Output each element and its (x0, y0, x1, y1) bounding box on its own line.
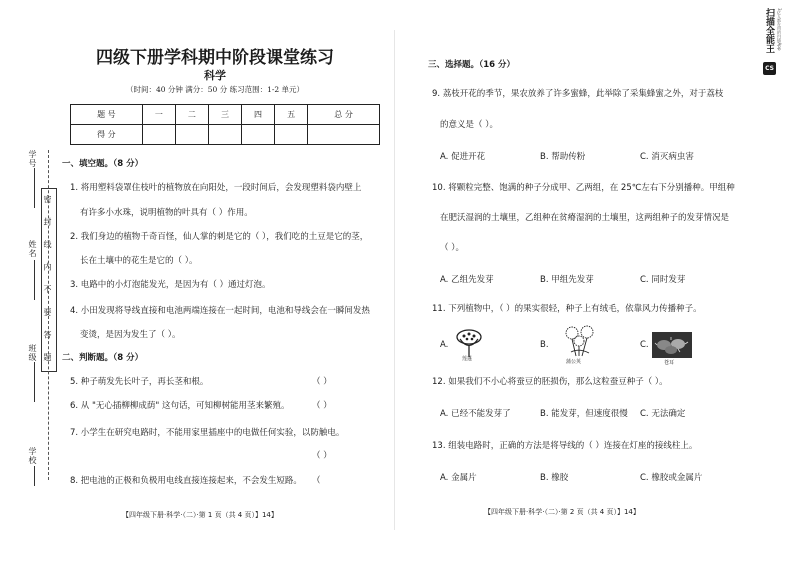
question-12: 12. 如果我们不小心将蚕豆的胚损伤，那么这粒蚕豆种子（ ）。 (432, 377, 668, 387)
cocklebur-caption: 苍耳 (664, 360, 675, 366)
question-4-line-2: 变烫，是因为发生了（ ）。 (80, 330, 181, 340)
question-10-option-a[interactable]: A. 乙组先发芽 (440, 275, 494, 285)
question-9-line-1: 9. 荔枝开花的季节，果农放养了许多蜜蜂，此举除了采集蜂蜜之外，对于荔枝 (432, 89, 724, 99)
score-entry[interactable] (208, 125, 241, 145)
school-line (34, 466, 35, 486)
right-page-footer: 【四年级下册·科学·（二）·第 2 页（共 4 页）】14】 (484, 508, 640, 516)
school-label: 学校 (28, 447, 37, 465)
question-1-line-2: 有许多小水珠，说明植物的叶具有（ ）作用。 (80, 208, 253, 218)
score-table-score-row (71, 125, 380, 145)
question-13-option-b[interactable]: B. 橡胶 (540, 473, 569, 483)
score-table (70, 104, 380, 145)
question-3: 3. 电路中的小灯泡能发光，是因为有（ ）通过灯泡。 (70, 280, 271, 290)
exam-info: （时间：40 分钟 满分：50 分 练习范围：1-2 单元） (125, 85, 305, 94)
question-11: 11. 下列植物中，（ ）的果实很轻，种子上有绒毛，依靠风力传播种子。 (432, 304, 702, 314)
question-4-line-1: 4. 小田发现将导线直接和电池两端连接在一起时间，电池和导线会在一瞬间发热 (70, 306, 370, 316)
name-label: 姓名 (28, 240, 37, 258)
score-cell: 五 (275, 105, 308, 125)
student-id-label: 学号 (28, 150, 37, 168)
question-8: 8. 把电池的正极和负极用电线直接连接起来，不会发生短路。 (70, 476, 302, 486)
score-entry[interactable] (175, 125, 208, 145)
name-line (34, 260, 35, 300)
scanner-brand: 扫描全能王 (764, 8, 774, 53)
score-cell: 题 号 (71, 105, 143, 125)
score-cell: 得 分 (71, 125, 143, 145)
cocklebur-icon (652, 332, 692, 358)
question-6: 6. 从 "无心插柳柳成荫" 这句话，可知柳树能用茎来繁殖。 (70, 401, 290, 411)
question-5-answer[interactable]: （ ） (312, 377, 332, 387)
question-13-option-a[interactable]: A. 金属片 (440, 473, 477, 483)
question-6-answer[interactable]: （ ） (312, 401, 332, 411)
dandelion-caption: 蒲公英 (566, 359, 582, 365)
subject-title: 科学 (204, 69, 226, 82)
question-5: 5. 种子萌发先长叶子，再长茎和根。 (70, 377, 209, 387)
seal-line-text: 密 封 线 内 不 要 答 题 (43, 195, 52, 367)
score-cell: 四 (242, 105, 275, 125)
question-7-answer[interactable]: （ ） (312, 451, 332, 461)
left-page-footer: 【四年级下册·科学·（二）·第 1 页（共 4 页）】14】 (122, 511, 278, 519)
score-table-header-row (71, 105, 380, 125)
question-9-line-2: 的意义是（ ）。 (440, 120, 498, 130)
question-8-answer[interactable]: （ (312, 476, 321, 486)
score-cell: 总 分 (308, 105, 380, 125)
section-3-heading: 三、选择题。（16 分） (428, 60, 516, 70)
student-id-line (34, 168, 35, 208)
lotus-pod-icon (454, 326, 486, 358)
question-12-option-b[interactable]: B. 能发芽，但速度很慢 (540, 409, 628, 419)
binding-rule (48, 150, 49, 480)
class-label: 班级 (28, 344, 37, 362)
class-line (34, 362, 35, 402)
question-7: 7. 小学生在研究电路时，不能用家里插座中的电做任何实验，以防触电。 (70, 428, 345, 438)
question-11-option-a[interactable]: A. (440, 340, 449, 350)
score-entry[interactable] (275, 125, 308, 145)
question-9-option-a[interactable]: A. 促进开花 (440, 152, 486, 162)
question-12-option-c[interactable]: C. 无法确定 (640, 409, 686, 419)
score-entry[interactable] (142, 125, 175, 145)
score-entry[interactable] (308, 125, 380, 145)
question-10-line-1: 10. 将颗粒完整、饱满的种子分成甲、乙两组，在 25℃左右下分别播种。甲组种 (432, 183, 735, 193)
section-2-heading: 二、判断题。（8 分） (62, 353, 144, 363)
question-10-option-c[interactable]: C. 同时发芽 (640, 275, 686, 285)
question-13: 13. 组装电路时，正确的方法是将导线的（ ）连接在灯座的接线柱上。 (432, 441, 698, 451)
question-10-line-3: （ ）。 (440, 243, 464, 253)
score-entry[interactable] (242, 125, 275, 145)
question-1-line-1: 1. 将用塑料袋罩住枝叶的植物放在向阳处，一段时间后，会发现塑料袋内壁上 (70, 183, 362, 193)
scanner-tagline: 3亿人都在用的扫描App (777, 8, 782, 51)
lotus-pod-caption: 莲蓬 (462, 356, 473, 362)
score-cell: 一 (142, 105, 175, 125)
question-10-line-2: 在肥沃湿润的土壤里，乙组种在贫瘠湿润的土壤里，这两组种子的发芽情况是 (440, 213, 730, 223)
score-cell: 三 (208, 105, 241, 125)
question-12-option-a[interactable]: A. 已经不能发芽了 (440, 409, 511, 419)
question-9-option-b[interactable]: B. 帮助传粉 (540, 152, 586, 162)
scanner-logo-text: CS (765, 65, 774, 72)
question-2-line-1: 2. 我们身边的植物千奇百怪，仙人掌的刺是它的（ ），我们吃的土豆是它的茎， (70, 232, 369, 242)
page-divider (394, 30, 395, 530)
question-2-line-2: 长在土壤中的花生是它的（ ）。 (80, 256, 198, 266)
page-title: 四级下册学科期中阶段课堂练习 (96, 48, 334, 68)
question-10-option-b[interactable]: B. 甲组先发芽 (540, 275, 594, 285)
score-cell: 二 (175, 105, 208, 125)
question-13-option-c[interactable]: C. 橡胶或金属片 (640, 473, 703, 483)
question-11-option-b[interactable]: B. (540, 340, 549, 350)
question-11-option-c[interactable]: C. (640, 340, 649, 350)
question-9-option-c[interactable]: C. 消灭病虫害 (640, 152, 694, 162)
section-1-heading: 一、填空题。（8 分） (62, 159, 144, 169)
dandelion-icon (563, 324, 597, 358)
